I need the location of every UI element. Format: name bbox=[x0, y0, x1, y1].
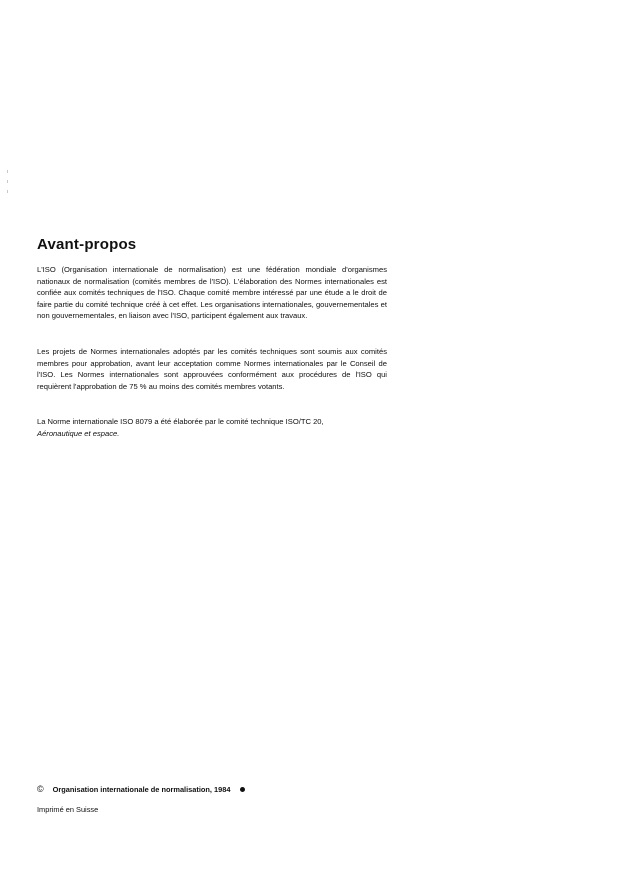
paragraph-iso-intro: L'ISO (Organisation internationale de normalisation) est une fédération mondiale d'organismes nationaux de normalisation (comités membres de l'ISO). L'élaboration des Normes internationales est confiée aux comités techniques de l'ISO. Chaque comité membre intéressé par une étude a le droit de faire partie du comité technique créé à cet effet. Les organisations internationales, gouvernementales et non gouvernementales, en liaison avec l'ISO, participent également aux travaux. bbox=[37, 265, 387, 321]
margin-mark bbox=[7, 190, 8, 193]
page-title: Avant-propos bbox=[37, 236, 137, 253]
margin-mark bbox=[7, 170, 8, 173]
copyright-icon: © bbox=[37, 784, 44, 794]
margin-mark bbox=[7, 180, 8, 183]
committee-title: Aéronautique et espace. bbox=[37, 428, 120, 438]
footer-copyright bbox=[37, 784, 245, 794]
bullet-icon bbox=[240, 787, 245, 792]
footer-printed-in: Imprimé en Suisse bbox=[37, 805, 99, 814]
paragraph-committee bbox=[37, 416, 387, 439]
footer-organisation: Organisation internationale de normalisation, 1984 bbox=[52, 784, 231, 794]
paragraph-approval: Les projets de Normes internationales adoptés par les comités techniques sont soumis aux comités membres pour approbation, avant leur acceptation comme Normes internationales par le Conseil de l'ISO. Les Normes internationales sont approuvées conformément aux procédures de l'ISO qui requièrent l'approbation de 75 % au moins des comités membres votants. bbox=[37, 347, 387, 391]
committee-text: La Norme internationale ISO 8079 a été élaborée par le comité technique ISO/TC 20, bbox=[37, 417, 324, 426]
